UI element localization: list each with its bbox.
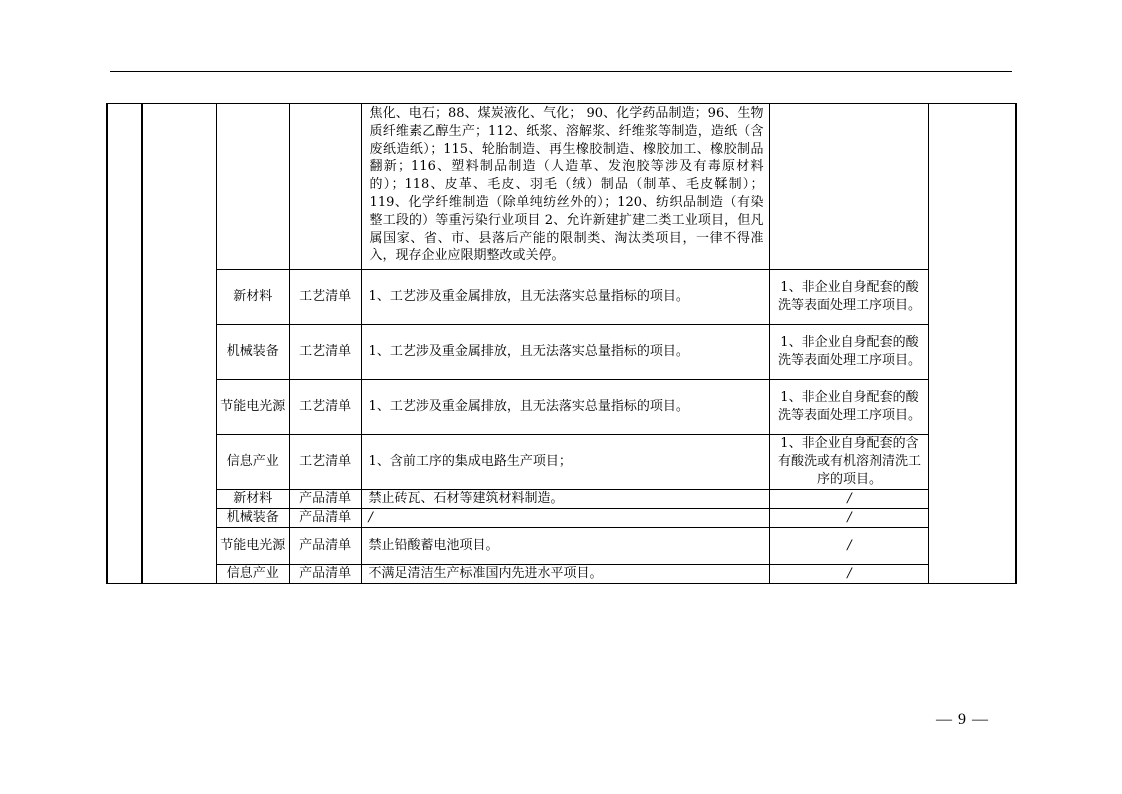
prohibited-cell: 1、工艺涉及重金属排放，且无法落实总量指标的项目。 bbox=[361, 325, 770, 380]
exception-cell: 1、非企业自身配套的含有酸洗或有机溶剂清洗工序的项目。 bbox=[770, 435, 929, 490]
table-row bbox=[107, 104, 1016, 270]
list-type-cell: 工艺清单 bbox=[289, 325, 361, 380]
exception-cell: 1、非企业自身配套的酸洗等表面处理工序项目。 bbox=[770, 270, 929, 325]
industry-cell: 节能电光源 bbox=[216, 380, 289, 435]
list-type-cell bbox=[289, 104, 361, 270]
exception-cell: 1、非企业自身配套的酸洗等表面处理工序项目。 bbox=[770, 325, 929, 380]
exception-cell bbox=[770, 104, 929, 270]
table-row bbox=[107, 565, 1016, 584]
industry-cell bbox=[216, 104, 289, 270]
page-number: — 9 — bbox=[936, 711, 989, 728]
industry-cell: 信息产业 bbox=[216, 435, 289, 490]
prohibited-cell: / bbox=[361, 509, 770, 528]
industry-cell: 新材料 bbox=[216, 270, 289, 325]
prohibited-cell: 1、含前工序的集成电路生产项目； bbox=[361, 435, 770, 490]
table-row bbox=[107, 490, 1016, 509]
prohibited-cell: 1、工艺涉及重金属排放，且无法落实总量指标的项目。 bbox=[361, 380, 770, 435]
list-type-cell: 产品清单 bbox=[289, 509, 361, 528]
exception-cell: 1、非企业自身配套的酸洗等表面处理工序项目。 bbox=[770, 380, 929, 435]
industry-cell: 机械装备 bbox=[216, 509, 289, 528]
merged-cell-remarks bbox=[929, 104, 1016, 584]
exception-cell: / bbox=[770, 565, 929, 584]
list-type-cell: 产品清单 bbox=[289, 565, 361, 584]
table-row bbox=[107, 325, 1016, 380]
industry-cell: 新材料 bbox=[216, 490, 289, 509]
prohibited-cell: 禁止铅酸蓄电池项目。 bbox=[361, 528, 770, 565]
prohibited-cell: 焦化、电石；88、煤炭液化、气化； 90、化学药品制造；96、生物质纤维素乙醇生产；112、纸浆、溶解浆、纤维浆等制造，造纸（含废纸造纸）；115、轮胎制造、再生橡胶制造、橡胶加工、橡胶制品翻新；116、塑料制品制造（人造革、发泡胶等涉及有毒原材料的）；118、皮革、毛皮、羽毛（绒）制品（制革、毛皮鞣制）；119、化学纤维制造（除单纯纺丝外的）；120、纺织品制造（有染整工段的）等重污染行业项目 2、允许新建扩建二类工业项目，但凡属国家、省、市、县落后产能的限制类、淘汰类项目，一律不得准入，现存企业应限期整改或关停。 bbox=[361, 104, 770, 270]
table-row bbox=[107, 270, 1016, 325]
merged-cell-category bbox=[107, 104, 142, 584]
list-type-cell: 工艺清单 bbox=[289, 380, 361, 435]
table-row bbox=[107, 509, 1016, 528]
merged-cell-zone bbox=[142, 104, 216, 584]
prohibited-cell: 不满足清洁生产标准国内先进水平项目。 bbox=[361, 565, 770, 584]
list-type-cell: 工艺清单 bbox=[289, 435, 361, 490]
list-type-cell: 产品清单 bbox=[289, 528, 361, 565]
industry-restriction-table bbox=[106, 103, 1017, 584]
exception-cell: / bbox=[770, 528, 929, 565]
table-row bbox=[107, 528, 1016, 565]
industry-cell: 信息产业 bbox=[216, 565, 289, 584]
list-type-cell: 产品清单 bbox=[289, 490, 361, 509]
table-row bbox=[107, 380, 1016, 435]
exception-cell: / bbox=[770, 509, 929, 528]
header-rule bbox=[110, 71, 1012, 72]
table-row bbox=[107, 435, 1016, 490]
industry-cell: 机械装备 bbox=[216, 325, 289, 380]
list-type-cell: 工艺清单 bbox=[289, 270, 361, 325]
prohibited-cell: 禁止砖瓦、石材等建筑材料制造。 bbox=[361, 490, 770, 509]
prohibited-cell: 1、工艺涉及重金属排放，且无法落实总量指标的项目。 bbox=[361, 270, 770, 325]
industry-cell: 节能电光源 bbox=[216, 528, 289, 565]
exception-cell: / bbox=[770, 490, 929, 509]
